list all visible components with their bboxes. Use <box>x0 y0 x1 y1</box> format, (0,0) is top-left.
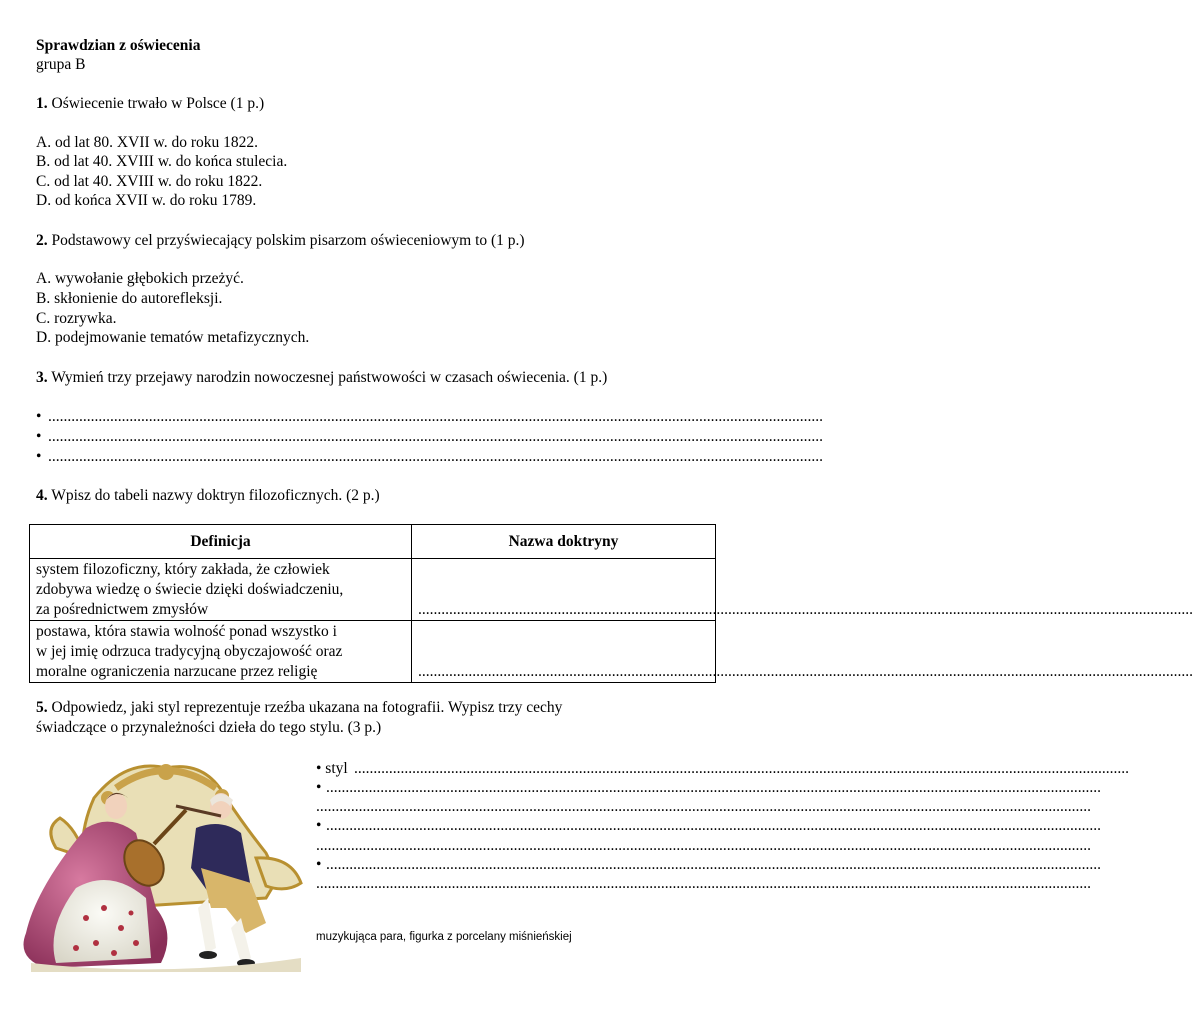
definition-line: system filozoficzny, który zakłada, że człowiek <box>36 561 330 578</box>
dotted-answer-field[interactable]: ........................................................................................................................................................................................................ <box>48 448 823 465</box>
question-text: Wpisz do tabeli nazwy doktryn filozoficznych. (2 p.) <box>51 487 380 504</box>
question-text: Podstawowy cel przyświecający polskim pisarzom oświeceniowym to (1 p.) <box>51 232 525 249</box>
definition-line: za pośrednictwem zmysłów <box>36 601 209 618</box>
q1-option-a: A. od lat 80. XVII w. do roku 1822. <box>36 134 258 151</box>
definition-cell <box>30 621 412 683</box>
bullet: • <box>316 856 322 873</box>
dotted-answer-field[interactable]: ........................................................................................................................................................................................................ <box>418 601 1193 618</box>
dotted-answer-field[interactable]: ........................................................................................................................................................................................................ <box>48 428 823 445</box>
dotted-answer-field[interactable]: ........................................................................................................................................................................................................ <box>326 856 1101 873</box>
dotted-answer-field[interactable]: ........................................................................................................................................................................................................ <box>316 837 1091 854</box>
bullet: • <box>316 779 322 796</box>
porcelain-figurine-image <box>16 758 308 972</box>
definition-line: postawa, która stawia wolność ponad wszystko i <box>36 623 337 640</box>
dotted-answer-field[interactable]: ........................................................................................................................................................................................................ <box>418 663 1193 680</box>
image-caption: muzykująca para, figurka z porcelany miśnieńskiej <box>316 931 572 943</box>
bullet: • <box>316 817 322 834</box>
page-title: Sprawdzian z oświecenia <box>36 37 201 54</box>
question-number: 1. <box>36 95 48 112</box>
question-1 <box>36 94 264 113</box>
doctrine-table <box>29 524 1193 683</box>
dotted-answer-field[interactable]: ........................................................................................................................................................................................................ <box>48 408 823 425</box>
doctrine-answer-cell[interactable] <box>412 559 1193 621</box>
definition-line: w jej imię odrzuca tradycyjną obyczajowość oraz <box>36 643 343 660</box>
q1-option-d: D. od końca XVII w. do roku 1789. <box>36 192 257 209</box>
q1-option-c: C. od lat 40. XVIII w. do roku 1822. <box>36 173 263 190</box>
answer-line[interactable] <box>36 427 823 446</box>
style-answer-line[interactable] <box>316 759 1129 778</box>
definition-line: zdobywa wiedzę o świecie dzięki doświadczeniu, <box>36 581 344 598</box>
group-label: grupa B <box>36 56 86 73</box>
dotted-answer-field[interactable]: ........................................................................................................................................................................................................ <box>326 779 1101 796</box>
answer-line[interactable] <box>36 447 823 466</box>
bullet: • <box>36 408 42 425</box>
feature-answer-line[interactable] <box>316 855 1101 874</box>
q2-option-c: C. rozrywka. <box>36 310 117 327</box>
q2-option-b: B. skłonienie do autorefleksji. <box>36 290 223 307</box>
question-number: 2. <box>36 232 48 249</box>
bullet: • <box>36 448 42 465</box>
question-text: Odpowiedz, jaki styl reprezentuje rzeźba ukazana na fotografii. Wypisz trzy cechy <box>51 699 563 716</box>
q2-option-d: D. podejmowanie tematów metafizycznych. <box>36 329 310 346</box>
question-number: 4. <box>36 487 48 504</box>
dotted-answer-field[interactable]: ........................................................................................................................................................................................................ <box>354 760 1129 777</box>
bullet: • <box>36 428 42 445</box>
question-5 <box>36 698 562 717</box>
question-text: Oświecenie trwało w Polsce (1 p.) <box>51 95 265 112</box>
table-row <box>30 559 716 621</box>
table-header-row <box>30 525 716 559</box>
question-number: 3. <box>36 369 48 386</box>
q2-option-a: A. wywołanie głębokich przeżyć. <box>36 270 244 287</box>
definition-line: moralne ograniczenia narzucane przez religię <box>36 663 318 680</box>
dotted-answer-field[interactable]: ........................................................................................................................................................................................................ <box>316 798 1091 815</box>
question-number: 5. <box>36 699 48 716</box>
style-label: • styl <box>316 760 348 777</box>
question-3 <box>36 368 607 387</box>
question-5-continuation: świadczące o przynależności dzieła do tego stylu. (3 p.) <box>36 719 382 736</box>
question-4 <box>36 486 380 505</box>
answer-line[interactable] <box>36 407 823 426</box>
table-row <box>30 621 716 683</box>
definition-cell <box>30 559 412 621</box>
dotted-answer-field[interactable]: ........................................................................................................................................................................................................ <box>316 875 1091 892</box>
feature-answer-line[interactable] <box>316 816 1101 835</box>
q1-option-b: B. od lat 40. XVIII w. do końca stulecia. <box>36 153 288 170</box>
question-text: Wymień trzy przejawy narodzin nowoczesnej państwowości w czasach oświecenia. (1 p.) <box>51 369 608 386</box>
question-2 <box>36 231 525 250</box>
doctrine-answer-cell[interactable] <box>412 621 1193 683</box>
column-header-doctrine: Nazwa doktryny <box>412 525 716 559</box>
feature-answer-line[interactable] <box>316 778 1101 797</box>
column-header-definition: Definicja <box>30 525 412 559</box>
dotted-answer-field[interactable]: ........................................................................................................................................................................................................ <box>326 817 1101 834</box>
